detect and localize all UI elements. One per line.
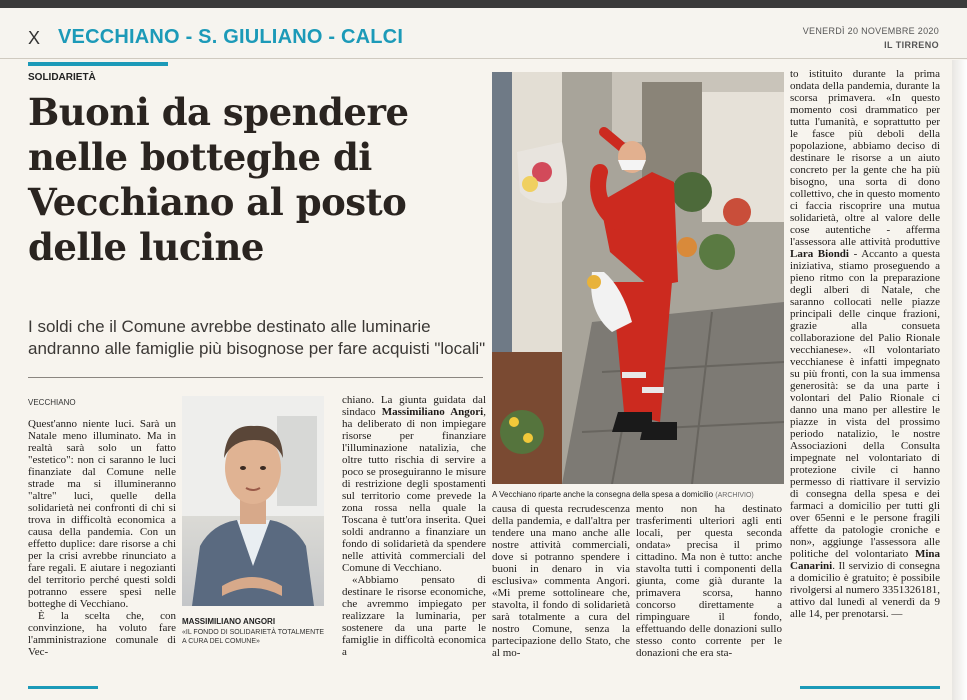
person-name: Lara Biondi xyxy=(790,248,849,260)
bottom-accent-right xyxy=(800,686,940,689)
article-column-3 xyxy=(492,503,630,673)
volunteer-delivery-illustration xyxy=(492,72,784,484)
paragraph xyxy=(342,394,486,574)
newspaper-name: IL TIRRENO xyxy=(884,40,939,50)
headline-divider xyxy=(28,377,483,378)
issue-date: VENERDÌ 20 NOVEMBRE 2020 xyxy=(802,26,939,36)
portrait-caption-name: MASSIMILIANO ANGORI xyxy=(182,617,276,626)
photo-caption-text: A Vecchiano riparte anche la consegna della spesa a domicilio xyxy=(492,490,714,499)
article-column-4 xyxy=(636,503,782,673)
paragraph: «Abbiamo pensato di destinare le risorse economiche, che avremmo impiegato per realizzare la luminaria, per sostenere da una parte le famiglie in difficoltà economica a xyxy=(342,574,486,658)
text-run: - Accanto a questa iniziativa, stiamo proseguendo a pieno ritmo con la preparazione degli alberi di Natale, che saranno collocati nelle piazze principali delle cinque frazioni, grazie alla consueta collaborazione del Palio Rionale vecchianese». «Il volontariato vecchianese è infatti impegnato su più fronti, con la sua immensa generosità: se da una parte i volontari del Palio Rionale ci danno una mano per allestire le piazze in vista del prossimo periodo natalizio, le nostre Associazioni della Consulta impegnate nel volontariato di protezione civile ci hanno permesso di riattivare il servizio di consegna della spesa e dei farmaci a domicilio per tutti gli over 65enni e le persone fragili affette da patologie croniche e non», aggiunge l'assessora alle politiche del volontariato xyxy=(790,248,940,560)
text-run: to istituito durante la prima ondata della pandemia, durante la scorsa primavera. «In questo momento così drammatico per tutta l'umanità, e soprattutto per le fasce più deboli della popolazione, abbiamo deciso di destinare le risorse a un aiuto concreto per la gente che ha più bisogno, una sorta di dono collettivo, che in questo momento ci faccia riscoprire una mutua solidarietà, oltre al valore delle cose autentiche - afferma l'assessora alle attività produttive xyxy=(790,68,940,248)
paragraph: causa di questa recrudescenza della pandemia, e dall'altra per tendere una mano anche alle nostre attività commerciali, dove si potranno spendere i buoni in denaro in via esclusiva» commenta Angori. «Mi preme sottolineare che, stavolta, il fondo di solidarietà sarà totalmente a cura del nostro Comune, senza la partecipazione dello Stato, che al mo- xyxy=(492,503,630,659)
paragraph: È la scelta che, con convinzione, ha voluto fare l'amministrazione comunale di Vec- xyxy=(28,610,176,658)
text-run: , ha deliberato di non impiegare risorse per finanziare l'illuminazione natalizia, che oltre tutto rischia di servire a poco se proseguiranno le misure di restrizione degli spostamenti sul territorio come prevede la zona rossa nella quale la Toscana è tutt'ora inserita. Quei soldi andranno a finanziare un fondo di solidarietà da spendere nelle attività commerciali del Comune di Vecchiano. xyxy=(342,406,486,574)
paragraph: Quest'anno niente luci. Sarà un Natale meno illuminato. Ma in realtà sarà solo un fatto "estetico": non ci saranno le luci finanziate dal Comune nelle strade ma si illumineranno "altre" luci, quelle della solidarietà nei confronti di chi si trova in difficoltà economica a causa della pandemia. Con un effetto duplice: dare risorse a chi per la crisi avrebbe rinunciato a fare regali. E aiutare i negozianti del territorio perché questi soldi potranno essere spesi nelle botteghe di Vecchiano. xyxy=(28,418,176,610)
bottom-accent-left xyxy=(28,686,98,689)
text-run: . Il servizio di consegna a domicilio è gratuito; è possibile rivolgersi al numero 3351326181, attivo dal lunedì al venerdì da 9 alle 14, per prenotarsi. — xyxy=(790,560,940,620)
page-edge-shadow xyxy=(952,60,967,700)
section-heading: VECCHIANO - S. GIULIANO - CALCI xyxy=(58,26,404,48)
article-headline: Buoni da spendere nelle botteghe di Vecchiano al posto delle lucine xyxy=(28,90,409,269)
portrait-photo xyxy=(182,396,324,606)
article-kicker: SOLIDARIETÀ xyxy=(28,72,96,83)
person-name: Mina Canarini xyxy=(790,548,940,572)
article-subhead: I soldi che il Comune avrebbe destinato alle luminarie andranno alle famiglie più bisognose per fare acquisti "locali" xyxy=(28,317,486,358)
article-column-2 xyxy=(342,394,486,670)
paragraph: mento non ha destinato trasferimenti ulteriori agli enti locali, per questa seconda ondata» precisa il primo cittadino. Ma non è tutto: anche stavolta tutti i componenti della giunta, come già durante la primavera scorsa, hanno concorso direttamente a rimpinguare il fondo, effettuando delle donazioni sullo stesso conto corrente per le donazioni che era sta- xyxy=(636,503,782,659)
paragraph xyxy=(790,68,940,620)
portrait-caption-text: «IL FONDO DI SOLIDARIETÀ TOTALMENTE A CURA DEL COMUNE» xyxy=(182,629,325,645)
photo-credit: (ARCHIVIO) xyxy=(715,492,754,499)
portrait-illustration xyxy=(182,396,324,606)
article-column-1 xyxy=(28,418,176,670)
main-photo xyxy=(492,72,784,484)
text-run: chiano. La giunta guidata dal sindaco xyxy=(342,394,486,418)
byline: VECCHIANO xyxy=(28,398,76,407)
top-edge-band xyxy=(0,0,967,8)
close-symbol: X xyxy=(28,28,41,48)
article-column-5 xyxy=(790,68,940,678)
kicker-accent-bar xyxy=(28,62,168,66)
masthead xyxy=(0,8,967,59)
dateline xyxy=(803,24,939,52)
person-name: Massimiliano Angori xyxy=(381,406,484,418)
photo-caption xyxy=(492,490,784,499)
